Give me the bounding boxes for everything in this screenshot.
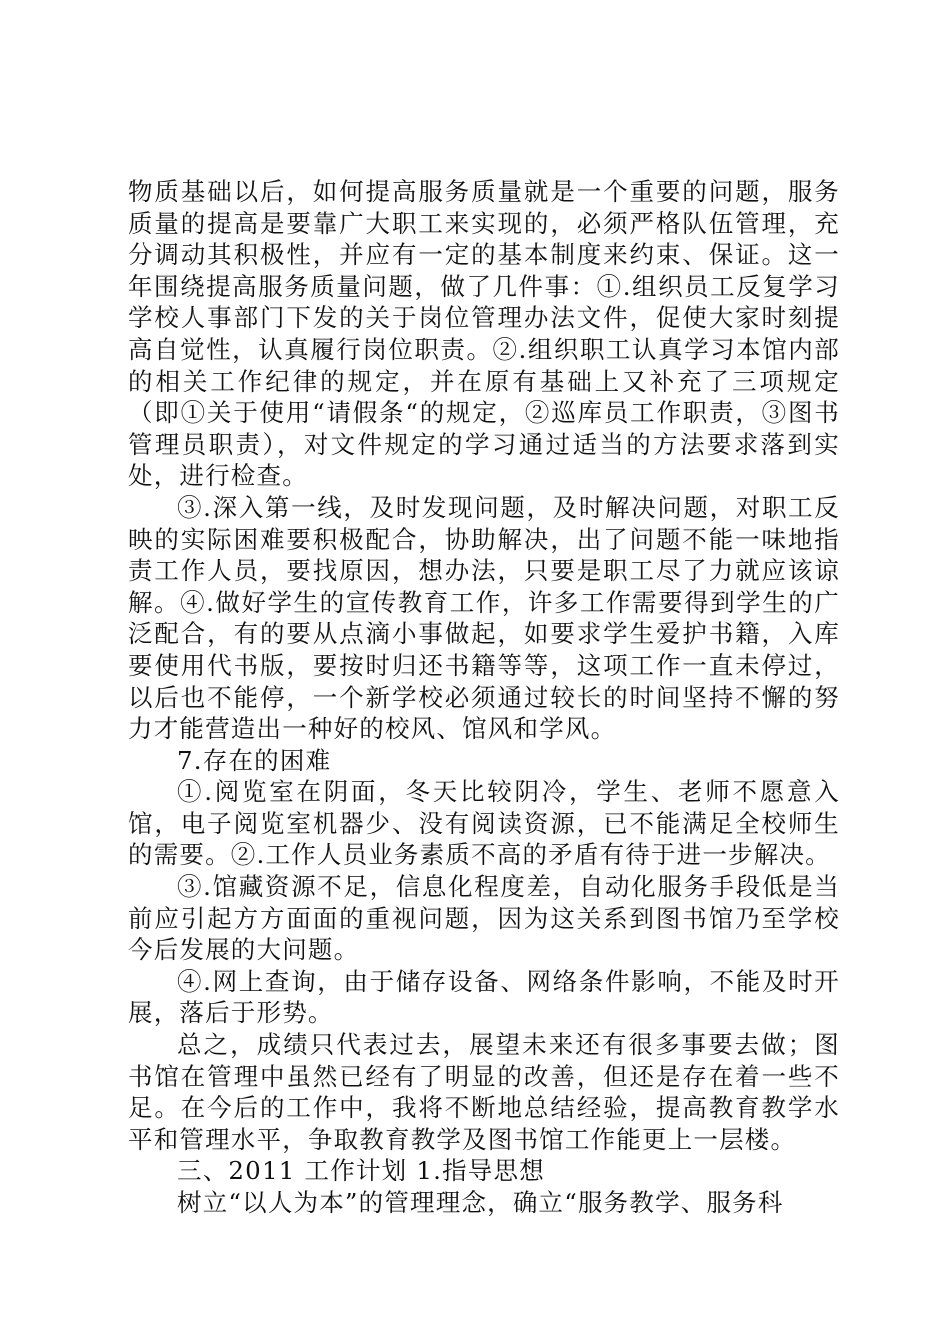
document-body [128,176,840,1219]
heading-work-plan: 三、2011 工作计划 1.指导思想 [177,1156,545,1186]
paragraph-frontline-work: ③.深入第一线，及时发现问题，及时解决问题，对职工反映的实际困难要积极配合，协助解决，出了问题不能一味地指责工作人员，要找原因，想办法，只要是职工尽了力就应该谅解。④.做好学生的宣传教育工作，许多工作需要得到学生的广泛配合，有的要从点滴小事做起，如要求学生爱护书籍，入库要使用代书版，要按时归还书籍等等，这项工作一直未停过，以后也不能停，一个新学校必须通过较长的时间坚持不懈的努力才能营造出一种好的校风、馆风和学风。 [128,492,840,744]
paragraph-service-quality: 物质基础以后，如何提高服务质量就是一个重要的问题，服务质量的提高是要靠广大职工来实现的，必须严格队伍管理，充分调动其积极性，并应有一定的基本制度来约束、保证。这一年围绕提高服务质量问题，做了几件事：①.组织员工反复学习学校人事部门下发的关于岗位管理办法文件，促使大家时刻提高自觉性，认真履行岗位职责。②.组织职工认真学习本馆内部的相关工作纪律的规定，并在原有基础上又补充了三项规定（即①关于使用“请假条“的规定，②巡库员工作职责，③图书管理员职责），对文件规定的学习通过适当的方法要求落到实处，进行检查。 [128,177,840,491]
heading-difficulties: 7.存在的困难 [177,745,332,775]
paragraph-resources: ③.馆藏资源不足，信息化程度差，自动化服务手段低是当前应引起方方面面的重视问题，因为这关系到图书馆乃至学校今后发展的大问题。 [128,872,840,965]
paragraph-online-query: ④.网上查询，由于储存设备、网络条件影响，不能及时开展，落后于形势。 [128,966,840,1028]
paragraph-reading-room: ①.阅览室在阴面，冬天比较阴冷，学生、老师不愿意入馆，电子阅览室机器少、没有阅读资源，已不能满足全校师生的需要。②.工作人员业务素质不高的矛盾有待于进一步解决。 [128,777,840,870]
paragraph-guiding-idea: 树立“以人为本”的管理理念，确立“服务教学、服务科 [177,1188,784,1217]
paragraph-summary: 总之，成绩只代表过去，展望未来还有很多事要去做；图书馆在管理中虽然已经有了明显的改善，但还是存在着一些不足。在今后的工作中，我将不断地总结经验，提高教育教学水平和管理水平，争取教育教学及图书馆工作能更上一层楼。 [128,1030,840,1154]
